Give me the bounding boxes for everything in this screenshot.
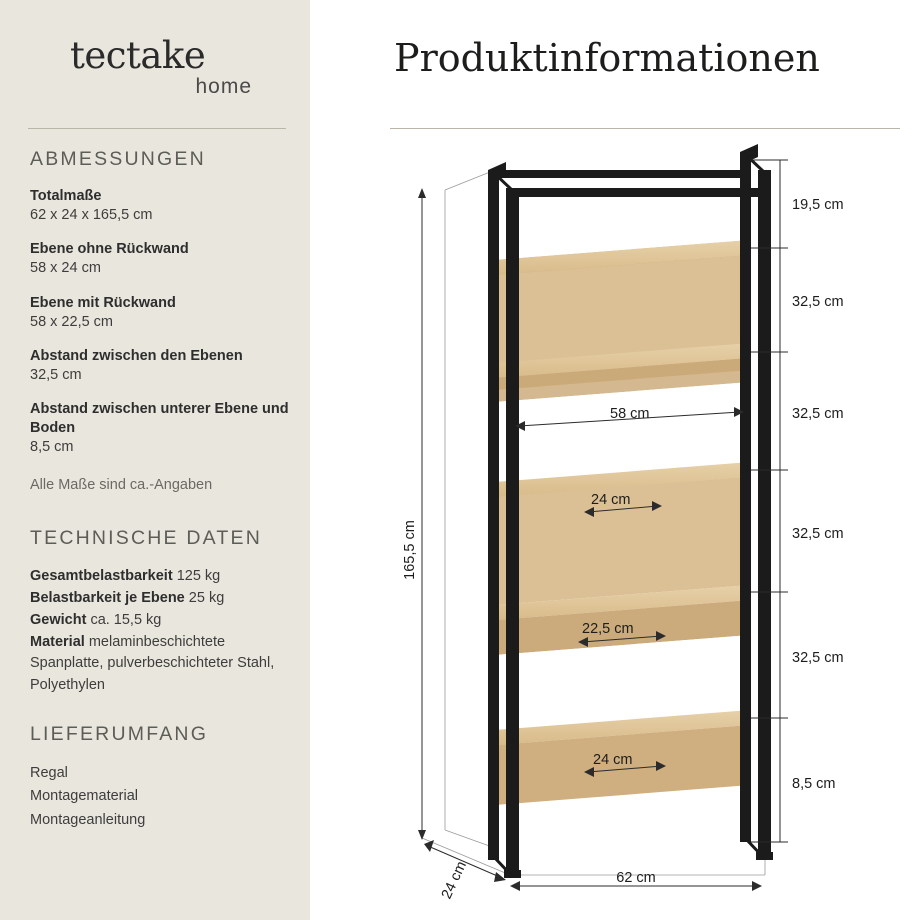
product-diagram [310, 130, 920, 920]
dimension-item [30, 347, 298, 385]
dim-shelf-gap-1: 32,5 cm [792, 294, 844, 310]
dim-top-gap: 19,5 cm [792, 197, 844, 213]
tech-item [30, 632, 298, 697]
sidebar-divider [28, 128, 286, 129]
dimension-value: 62 x 24 x 165,5 cm [30, 207, 153, 224]
dim-shelf-width: 58 cm [610, 406, 650, 422]
sidebar [0, 0, 310, 920]
brand-subtitle: home [195, 74, 252, 98]
tech-label: Gewicht [30, 611, 87, 628]
main-panel [310, 0, 920, 920]
brand-name: tectake [70, 34, 206, 77]
dimension-value: 58 x 24 cm [30, 260, 101, 277]
dimension-label: Abstand zwischen unterer Ebene und Boden [30, 401, 289, 437]
sidebar-content [30, 148, 298, 832]
dimension-label: Totalmaße [30, 188, 102, 204]
tech-item [30, 588, 298, 610]
dim-floor-gap: 8,5 cm [792, 776, 836, 792]
dimension-item [30, 294, 298, 332]
dim-base-width: 62 cm [616, 870, 656, 886]
dimension-item [30, 240, 298, 278]
dim-shelf-gap-3: 32,5 cm [792, 526, 844, 542]
dim-shelf-gap-2: 32,5 cm [792, 406, 844, 422]
delivery-item: Montagematerial [30, 788, 138, 805]
dim-shelf-depth-bottom: 24 cm [593, 752, 633, 768]
delivery-heading: LIEFERUMFANG [30, 722, 209, 745]
dimension-item [30, 400, 298, 457]
dimension-label: Ebene mit Rückwand [30, 294, 176, 311]
page-title: Produktinformationen [394, 36, 820, 80]
dim-shelf-depth-top: 24 cm [591, 492, 631, 508]
technical-heading: TECHNISCHE DATEN [30, 527, 263, 550]
dim-total-height: 165,5 cm [402, 520, 418, 580]
dim-shelf-gap-4: 32,5 cm [792, 650, 844, 666]
dim-base-depth: 24 cm [438, 859, 470, 902]
tech-item [30, 610, 298, 632]
main-divider [390, 128, 900, 129]
dimension-value: 8,5 cm [30, 439, 74, 456]
dimension-label: Ebene ohne Rückwand [30, 241, 189, 258]
dimension-item [30, 187, 298, 225]
dimension-value: 58 x 22,5 cm [30, 313, 114, 330]
tech-label: Belastbarkeit je Ebene [30, 590, 185, 607]
dimensions-heading: ABMESSUNGEN [30, 148, 206, 170]
tech-item [30, 566, 298, 588]
delivery-item: Montageanleitung [30, 811, 146, 828]
tech-value: 25 kg [188, 590, 225, 607]
dimension-value: 32,5 cm [30, 366, 82, 383]
dimension-label: Abstand zwischen den Ebenen [30, 347, 243, 364]
delivery-item: Regal [30, 764, 68, 781]
tech-label: Material [30, 633, 85, 650]
tech-value: ca. 15,5 kg [90, 611, 162, 628]
tech-value: 125 kg [176, 568, 221, 585]
dim-shelf-depth-back: 22,5 cm [582, 621, 634, 637]
tech-label: Gesamtbelastbarkeit [30, 568, 173, 585]
tech-value: melaminbeschichtete Spanplatte, pulverbeschichteter Stahl, Polyethylen [30, 633, 275, 694]
measurement-note: Alle Maße sind ca.-Angaben [30, 477, 213, 494]
brand-logo [70, 36, 290, 99]
